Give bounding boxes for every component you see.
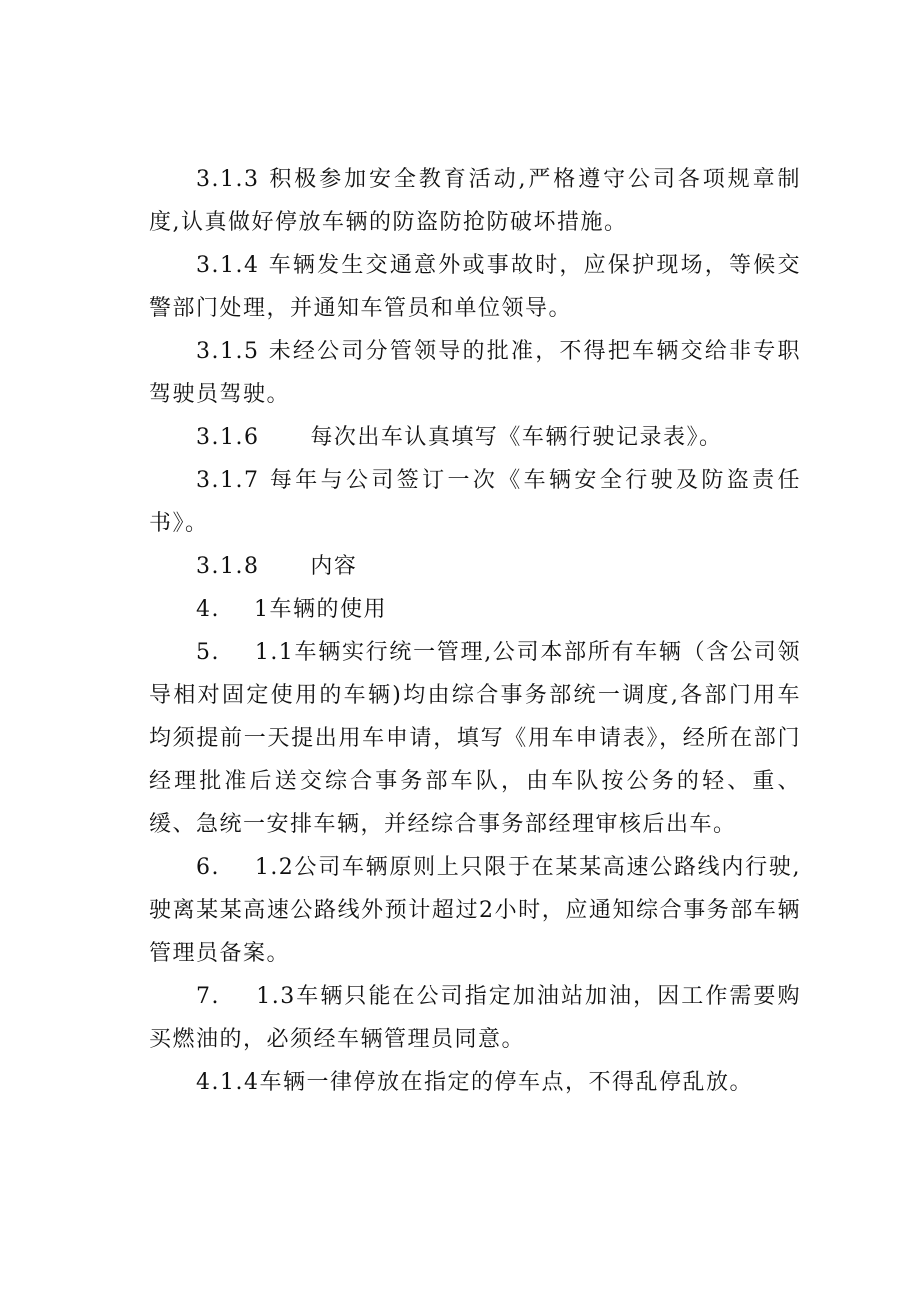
document-body [149, 158, 801, 1104]
paragraph-5-unified-management: 5. 1.1车辆实行统一管理,公司本部所有车辆（含公司领导相对固定使用的车辆)均由综合事务部统一调度,各部门用车均须提前一天提出用车申请，填写《用车申请表》，经所在部门经理批准后送交综合事务部车队，由车队按公务的轻、重、缓、急统一安排车辆，并经综合事务部经理审核后出车。 [149, 640, 802, 837]
paragraph-3-1-7: 3.1.7 每年与公司签订一次《车辆安全行驶及防盗责任书》。 [149, 468, 801, 536]
paragraph-3-1-3: 3.1.3 积极参加安全教育活动,严格遵守公司各项规章制度,认真做好停放车辆的防盗防抢防破坏措施。 [149, 167, 801, 235]
paragraph-3-1-5: 3.1.5 未经公司分管领导的批准，不得把车辆交给非专职驾驶员驾驶。 [149, 339, 801, 407]
paragraph-7-refueling: 7. 1.3车辆只能在公司指定加油站加油，因工作需要购买燃油的，必须经车辆管理员同意。 [149, 984, 801, 1052]
paragraph-3-1-6: 3.1.6 每次出车认真填写《车辆行驶记录表》。 [196, 425, 723, 450]
paragraph-3-1-8: 3.1.8 内容 [196, 554, 358, 579]
paragraph-4-1-4-parking: 4.1.4车辆一律停放在指定的停车点，不得乱停乱放。 [196, 1070, 753, 1095]
paragraph-6-driving-range: 6. 1.2公司车辆原则上只限于在某某高速公路线内行驶,驶离某某高速公路线外预计超过2小时，应通知综合事务部车辆管理员备案。 [149, 855, 801, 966]
paragraph-4-vehicle-use: 4. 1车辆的使用 [196, 597, 387, 622]
paragraph-3-1-4: 3.1.4 车辆发生交通意外或事故时，应保护现场，等候交警部门处理，并通知车管员和单位领导。 [149, 253, 801, 321]
